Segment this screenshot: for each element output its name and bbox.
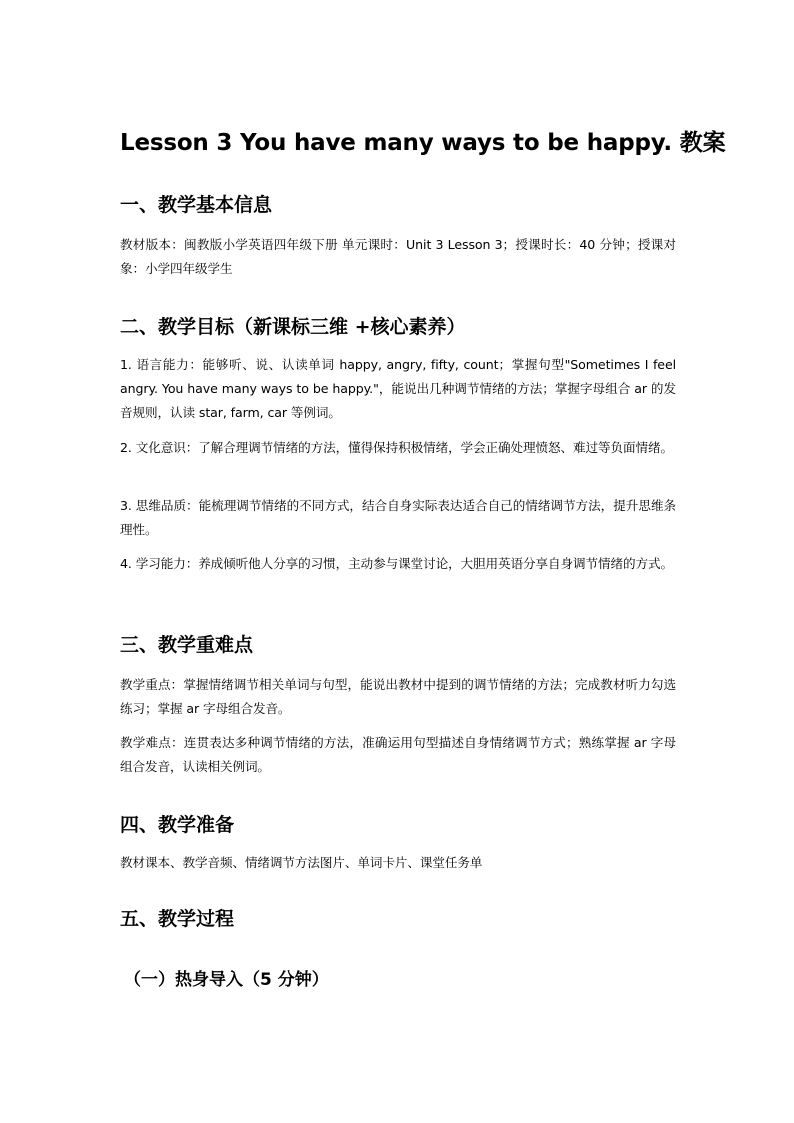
paragraph-objective-1: 1. 语言能力：能够听、说、认读单词 happy, angry, fifty, count；掌握句型"Sometimes I feel angry. You have many ways to be happy."，能说出几种调节情绪的方法；掌握字母组合 ar 的发音规则，认读 star, farm, car 等例词。 [120, 357, 676, 420]
paragraph-objective-4: 4. 学习能力：养成倾听他人分享的习惯，主动参与课堂讨论，大胆用英语分享自身调节情绪的方式。 [120, 556, 673, 571]
section-heading-preparation: 四、教学准备 [120, 814, 235, 836]
paragraph-preparation: 教材课本、教学音频、情绪调节方法图片、单词卡片、课堂任务单 [120, 855, 483, 870]
paragraph-basic-info: 教材版本：闽教版小学英语四年级下册 单元课时：Unit 3 Lesson 3；授课时长：40 分钟；授课对象：小学四年级学生 [120, 237, 676, 276]
subsection-heading-warm-up: （一）热身导入（5 分钟） [124, 970, 329, 990]
paragraph-difficult-points: 教学难点：连贯表达多种调节情绪的方法，准确运用句型描述自身情绪调节方式；熟练掌握 ar 字母组合发音，认读相关例词。 [120, 735, 676, 774]
paragraph-objective-2: 2. 文化意识：了解合理调节情绪的方法，懂得保持积极情绪，学会正确处理愤怒、难过等负面情绪。 [120, 440, 673, 455]
paragraph-key-points: 教学重点：掌握情绪调节相关单词与句型，能说出教材中提到的调节情绪的方法；完成教材听力勾选练习；掌握 ar 字母组合发音。 [120, 677, 676, 716]
section-heading-process: 五、教学过程 [120, 908, 235, 930]
section-heading-key-points: 三、教学重难点 [120, 634, 254, 656]
document-title: Lesson 3 You have many ways to be happy. 教案 [120, 130, 726, 156]
section-heading-basic-info: 一、教学基本信息 [120, 194, 273, 216]
paragraph-objective-3: 3. 思维品质：能梳理调节情绪的不同方式，结合自身实际表达适合自己的情绪调节方法，提升思维条理性。 [120, 498, 676, 537]
section-heading-objectives: 二、教学目标（新课标三维 +核心素养） [120, 316, 466, 338]
